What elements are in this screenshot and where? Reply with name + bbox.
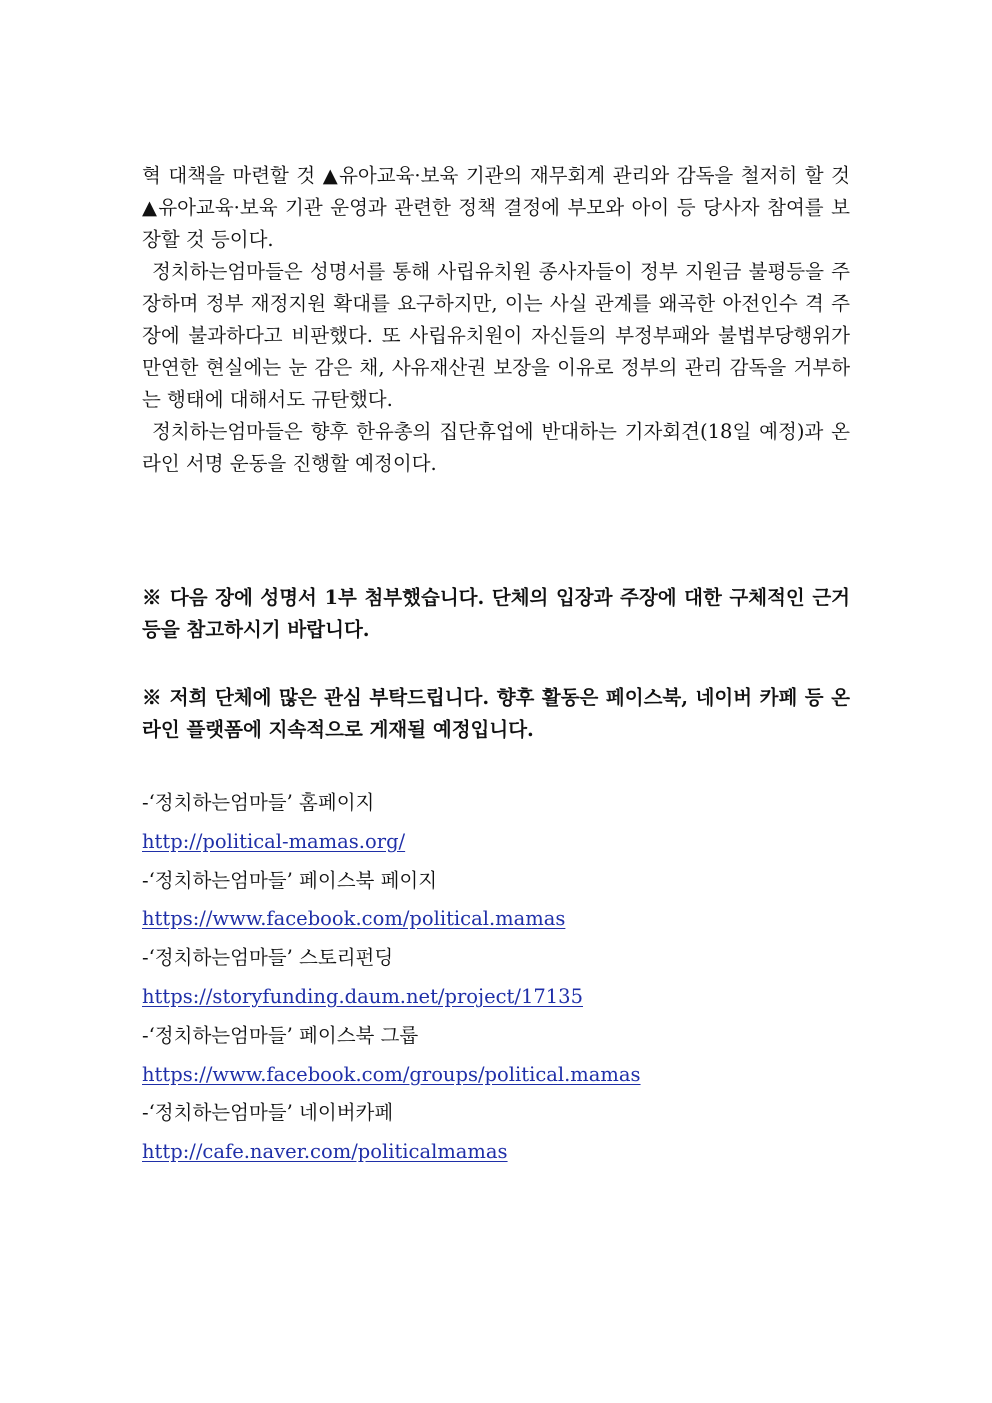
link-naver-cafe[interactable]: http://cafe.naver.com/politicalmamas [142,1140,508,1164]
spacer [142,480,850,582]
link-label-storyfunding: -‘정치하는엄마들’ 스토리펀딩 [142,946,394,970]
body-paragraph-2: 정치하는엄마들은 성명서를 통해 사립유치원 종사자들이 정부 지원금 불평등을 주장하며 정부 재정지원 확대를 요구하지만, 이는 사실 관계를 왜곡한 아전인수 격 주장에 불과하다고 비판했다. 또 사립유치원이 자신들의 부정부패와 불법부당행위가 만연한 현실에는 눈 감은 채, 사유재산권 보장을 이유로 정부의 관리 감독을 거부하는 행태에 대해서도 규탄했다. [142,260,850,411]
link-facebook-page[interactable]: https://www.facebook.com/political.mamas [142,907,566,931]
links-list [142,784,850,1172]
link-label-homepage: -‘정치하는엄마들’ 홈페이지 [142,791,375,814]
notice-interest: ※ 저희 단체에 많은 관심 부탁드립니다. 향후 활동은 페이스북, 네이버 카페 등 온라인 플랫폼에 지속적으로 게재될 예정입니다. [142,686,850,741]
link-facebook-group[interactable]: https://www.facebook.com/groups/political.mamas [142,1062,641,1086]
spacer [142,746,850,784]
notice-attachment: ※ 다음 장에 성명서 1부 첨부했습니다. 단체의 입장과 주장에 대한 구체적인 근거 등을 참고하시기 바랍니다. [142,586,850,641]
document-page [142,160,850,1172]
link-label-facebook-page: -‘정치하는엄마들’ 페이스북 페이지 [142,868,438,892]
link-label-facebook-group: -‘정치하는엄마들’ 페이스북 그룹 [142,1023,419,1047]
body-paragraph-3: 정치하는엄마들은 향후 한유총의 집단휴업에 반대하는 기자회견(18일 예정)과 온라인 서명 운동을 진행할 예정이다. [142,420,850,475]
link-storyfunding[interactable]: https://storyfunding.daum.net/project/17135 [142,984,583,1008]
link-homepage[interactable]: http://political-mamas.org/ [142,829,406,853]
body-paragraph-1: 혁 대책을 마련할 것 ▲유아교육·보육 기관의 재무회계 관리와 감독을 철저히 할 것 ▲유아교육·보육 기관 운영과 관련한 정책 결정에 부모와 아이 등 당사자 참여를 보장할 것 등이다. [142,164,850,251]
link-label-naver-cafe: -‘정치하는엄마들’ 네이버카페 [142,1101,394,1125]
spacer [142,646,850,682]
